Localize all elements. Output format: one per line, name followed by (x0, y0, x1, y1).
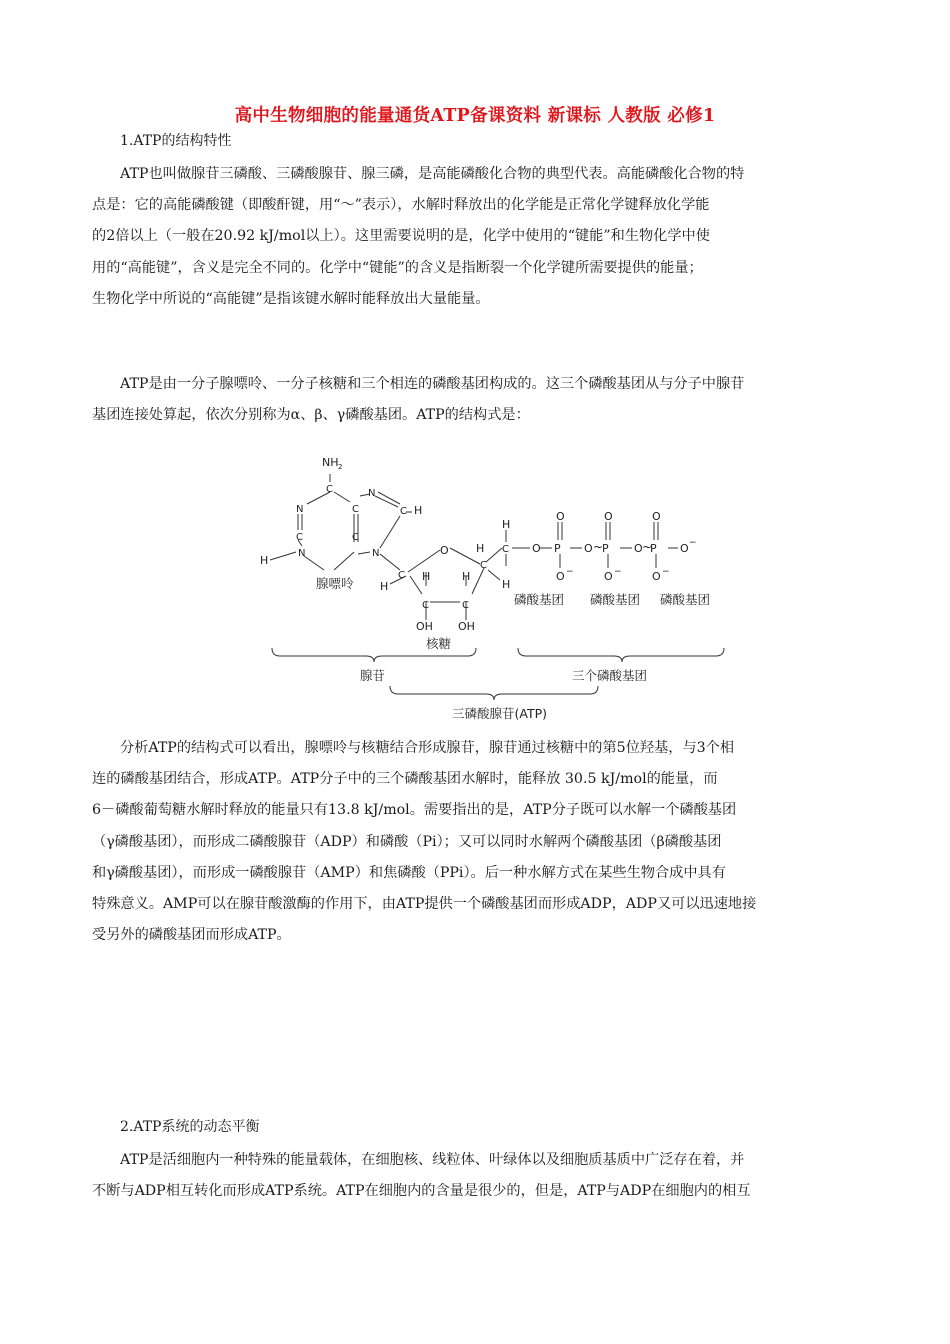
atom-c1-prime: C (398, 570, 405, 581)
atp-label: 三磷酸腺苷(ATP) (452, 706, 548, 721)
atom-c6: C (326, 484, 333, 495)
atom-o-terminal: O (680, 542, 689, 555)
charge-beta: − (614, 567, 622, 577)
atom-p-alpha: P (554, 542, 561, 555)
text-line: 特殊意义。AMP可以在腺苷酸激酶的作用下，由ATP提供一个磷酸基团而形成ADP，ADP又可以迅速地接 (92, 896, 757, 913)
atom-c2: C (296, 532, 303, 543)
atom-n1: N (296, 504, 304, 515)
high-energy-bond-1: ~ (593, 540, 604, 554)
atom-c4-prime: C (480, 560, 487, 571)
charge-terminal: − (689, 538, 697, 548)
atom-h2: H (260, 554, 269, 567)
atom-c2-prime: C (422, 600, 429, 611)
atom-o-beta-gamma: O (634, 542, 643, 555)
section-1-heading: 1.ATP的结构特性 (120, 133, 232, 149)
text-line: 连的磷酸基团结合，形成ATP。ATP分子中的三个磷酸基团水解时，能释放 30.5 kJ/mol的能量，而 (92, 771, 718, 788)
atom-o5-prime: O (532, 542, 541, 555)
atom-c3-prime: C (462, 600, 469, 611)
charge-alpha: − (566, 567, 574, 577)
adenine-label: 腺嘌呤 (316, 576, 354, 591)
atom-o-gamma-minus: O (652, 570, 661, 583)
text-line: （γ磷酸基团），而形成二磷酸腺苷（ADP）和磷酸（Pi）；又可以同时水解两个磷酸基团（β磷酸基团 (92, 833, 722, 850)
text-line: 6－磷酸葡萄糖水解时释放的能量只有13.8 kJ/mol。需要指出的是，ATP分子既可以水解一个磷酸基团 (92, 802, 737, 819)
phosphates-brace (518, 648, 724, 662)
atom-o-beta-minus: O (604, 570, 613, 583)
atom-o-beta-double: O (604, 510, 613, 523)
text-line: 不断与ADP相互转化而形成ATP系统。ATP在细胞内的含量是很少的，但是，ATP与ADP在细胞内的相互 (92, 1183, 751, 1200)
text-line: 受另外的磷酸基团而形成ATP。 (92, 927, 291, 944)
text-line: 基团连接处算起，依次分别称为α、β、γ磷酸基团。ATP的结构式是： (92, 407, 530, 424)
document-title: 高中生物细胞的能量通货ATP备课资料 新课标 人教版 必修1 (234, 106, 716, 126)
atom-o-alpha-minus: O (556, 570, 565, 583)
section-1-paragraph-2 (92, 369, 858, 431)
component-labels (316, 576, 710, 721)
high-energy-bond-2: ~ (642, 540, 653, 554)
atom-h8: H (414, 504, 423, 517)
atp-structure-diagram (250, 452, 730, 732)
atom-n3: N (298, 548, 306, 559)
three-phosphates-label: 三个磷酸基团 (572, 668, 648, 683)
brace-lines (272, 648, 724, 700)
atom-h5-left: H (476, 542, 485, 555)
text-line: 和γ磷酸基团），而形成一磷酸腺苷（AMP）和焦磷酸（PPi）。后一种水解方式在某些生物合成中具有 (92, 864, 726, 881)
atp-brace (390, 686, 598, 700)
atom-c5-prime: C (502, 544, 509, 555)
atom-c5: C (352, 504, 359, 515)
phosphate-label-3: 磷酸基团 (660, 592, 711, 607)
section-1-paragraph-1 (92, 159, 858, 315)
ribose-label: 核糖 (426, 636, 452, 651)
atom-n7: N (368, 488, 376, 499)
section-1-paragraph-3 (92, 733, 858, 951)
text-line: ATP也叫做腺苷三磷酸、三磷酸腺苷、腺三磷，是高能磷酸化合物的典型代表。高能磷酸化合物的特 (120, 166, 745, 182)
atom-o-alpha-double: O (556, 510, 565, 523)
section-2-heading: 2.ATP系统的动态平衡 (120, 1119, 260, 1135)
section-2-paragraph-1 (92, 1145, 858, 1207)
atom-h5-upper: H (502, 518, 511, 531)
hydroxyl-3-prime: OH (458, 620, 475, 633)
atom-h2-prime: H (422, 570, 431, 583)
text-line: 生物化学中所说的“高能键”是指该键水解时能释放出大量能量。 (92, 290, 490, 307)
amino-subscript: 2 (338, 463, 343, 471)
atom-p-beta: P (602, 542, 609, 555)
atom-p-gamma: P (650, 542, 657, 555)
text-line: 分析ATP的结构式可以看出，腺嘌呤与核糖结合形成腺苷，腺苷通过核糖中的第5位羟基，与3个相 (120, 740, 735, 756)
atom-h1-prime: H (380, 580, 389, 593)
atom-h3-prime: H (462, 570, 471, 583)
text-line: ATP是活细胞内一种特殊的能量载体，在细胞核、线粒体、叶绿体以及细胞质基质中广泛存在着，并 (120, 1152, 745, 1168)
atom-o-gamma-double: O (652, 510, 661, 523)
text-line: ATP是由一分子腺嘌呤、一分子核糖和三个相连的磷酸基团构成的。这三个磷酸基团从与分子中腺苷 (120, 376, 745, 392)
text-line: 点是：它的高能磷酸键（即酸酐键，用“～”表示），水解时释放出的化学能是正常化学键释放化学能 (92, 197, 710, 214)
charge-gamma: − (662, 567, 670, 577)
phosphate-label-1: 磷酸基团 (514, 592, 565, 607)
atom-c4: C (352, 532, 359, 543)
atom-c8: C (400, 506, 407, 517)
text-line: 用的“高能键”，含义是完全不同的。化学中“键能”的含义是指断裂一个化学键所需要提供的能量； (92, 259, 703, 276)
amino-group: NH (322, 456, 339, 469)
hydroxyl-2-prime: OH (416, 620, 433, 633)
text-line: 的2倍以上（一般在20.92 kJ/mol以上）。这里需要说明的是，化学中使用的“键能”和生物化学中使 (92, 228, 710, 245)
atom-ring-oxygen: O (440, 544, 449, 557)
atom-n9: N (372, 548, 380, 559)
phosphate-label-2: 磷酸基团 (590, 592, 641, 607)
atom-o-alpha-beta: O (584, 542, 593, 555)
atom-h4-prime: H (502, 578, 511, 591)
adenosine-label: 腺苷 (360, 668, 386, 683)
